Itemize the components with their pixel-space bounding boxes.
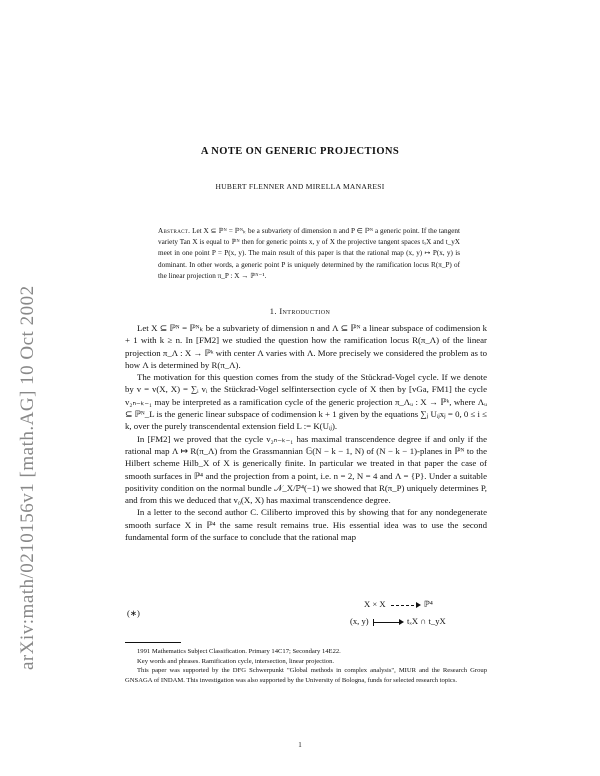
equation-codomain: ℙ⁴ — [423, 599, 433, 609]
paragraph-2: The motivation for this question comes from the study of the Stückrad-Vogel cycle. If we denote by v = v(X, X) = ∑ᵢ vᵢ the Stückrad-Vogel selfintersection cycle of X then by [vGa, FM1] the cycle v₂ₙ₋ₖ₋₁ may be interpreted as a ramification cycle of the generic projection π_Λᵤ : X → ℙᵏ, where Λᵤ ⊆ ℙᴺ_L is the generic linear subspace of codimension k + 1 given by the equations ∑ⱼ Uᵢⱼxⱼ = 0, 0 ≤ i ≤ k, over the purely transcendental extension field L := K(Uᵢⱼ). — [125, 372, 487, 432]
footnotes — [125, 647, 487, 685]
arxiv-identifier-stamp — [17, 170, 37, 670]
dashed-arrow-icon — [391, 605, 419, 606]
section-title: Introduction — [279, 307, 331, 316]
section-number: 1. — [269, 307, 277, 316]
equation-argument: (x, y) — [350, 616, 369, 626]
equation-value: tₓX ∩ t_yX — [406, 616, 446, 626]
display-equation — [125, 599, 487, 633]
page-number: 1 — [298, 741, 302, 749]
footnote-support: This paper was supported by the DFG Schwerpunkt "Global methods in complex analysis", MIUR and the Research Group GNSAGA of INDAM. This investigation was also supported by the University of Bologna, funds for selected research topics. — [125, 667, 487, 684]
footnote-classification: 1991 Mathematics Subject Classification. Primary 14C17; Secondary 14E22. — [137, 648, 341, 655]
paragraph-1: Let X ⊆ ℙᴺ = ℙᴺₖ be a subvariety of dimension n and Λ ⊆ ℙᴺ a linear subspace of codimension k + 1 with k ≥ n. In [FM2] we studied the question how the ramification locus R(π_Λ) of the linear projection π_Λ : X → ℙᵏ with center Λ varies with Λ. More precisely we considered the problem as to how Λ is determined by R(π_Λ). — [125, 323, 487, 370]
maps-to-arrow-icon — [374, 622, 402, 623]
footnote-keywords: Key words and phrases. Ramification cycle, intersection, linear projection. — [137, 657, 335, 665]
equation-label: (∗) — [127, 608, 140, 618]
equation-row-1 — [364, 599, 433, 610]
arxiv-identifier-text: arXiv:math/0210156v1 [math.AG] 10 Oct 2002 — [17, 285, 38, 670]
body-text — [125, 322, 487, 543]
paragraph-3: In [FM2] we proved that the cycle v₂ₙ₋ₖ₋₁ has maximal transcendence degree if and only if the rational map Λ ↦ R(π_Λ) from the Grassmannian 𝔾(N − k − 1, N) of (N − k − 1)-planes in ℙᴺ to the Hilbert scheme Hilb_X of X is generically finite. In particular we treated in that paper the case of smooth surfaces in ℙ⁴ and the projection from a point, i.e. n = 2, N = 4 and Λ = {P}. Under a suitable positivity condition on the normal bundle 𝒩_X/ℙ⁴(−1) we showed that R(π_P) uniquely determines P, and from this we deduced that v₀(X, X) has maximal transcendence degree. — [125, 433, 487, 506]
footnote-rule — [125, 642, 181, 643]
paper-authors: HUBERT FLENNER AND MIRELLA MANARESI — [215, 182, 385, 191]
equation-row-2 — [350, 616, 446, 626]
section-heading — [0, 307, 600, 316]
abstract-text: Let X ⊆ ℙᴺ = ℙᴺₖ be a subvariety of dimension n and P ∈ ℙᴺ a generic point. If the tangent variety Tan X is equal to ℙᴺ then for generic points x, y of X the projective tangent spaces tₓX and t_yX meet in one point P = P(x, y). The main result of this paper is that the rational map (x, y) ↦ P(x, y) is dominant. In other words, a generic point P is uniquely determined by the ramification locus R(π_P) of the linear projection π_P : X → ℙᴺ⁻¹. — [158, 227, 460, 280]
paragraph-4: In a letter to the second author C. Ciliberto improved this by showing that for any nondegenerate smooth surface X in ℙ⁴ the same result remains true. His essential idea was to use the second fundamental form of the surface to conclude that the rational map — [125, 507, 487, 543]
equation-domain: X × X — [364, 599, 386, 609]
abstract-label: Abstract. — [158, 227, 191, 235]
paper-title: A NOTE ON GENERIC PROJECTIONS — [200, 146, 400, 157]
abstract — [158, 226, 460, 282]
